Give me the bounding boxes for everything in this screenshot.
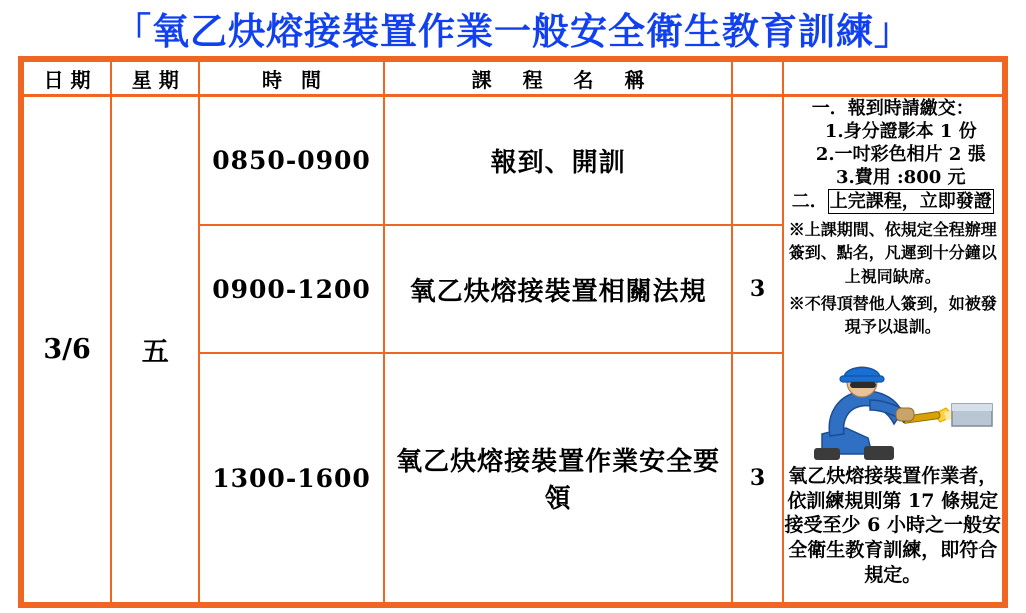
- page-title: [0, 2, 1026, 54]
- cell-hours: 3: [732, 225, 782, 353]
- header-weekday: 星 期: [111, 61, 199, 96]
- notes-cell: [783, 96, 1003, 604]
- note-paragraph-1: ※上課期間、依規定全程辦理簽到、點名，凡遲到十分鐘以上視同缺席。: [788, 220, 997, 286]
- cell-course: 報到、開訓: [384, 96, 733, 226]
- schedule-table: [22, 60, 1004, 604]
- note-bottom-text: 氧乙炔熔接裝置作業者，依訓練規則第 17 條規定接受至少 6 小時之一般安全衛生教育訓練，即符合規定。: [784, 465, 1001, 586]
- legs: [814, 428, 894, 460]
- header-notes: [783, 61, 1003, 96]
- cell-course: 氧乙炔熔接裝置相關法規: [384, 225, 733, 353]
- cell-time: 0900-1200: [199, 225, 383, 353]
- header-date: 日 期: [23, 61, 111, 96]
- note-item-2: 2.一吋彩色相片 2 張: [815, 144, 986, 166]
- page-title-text: 「氧乙炔熔接裝置作業一般安全衛生教育訓練」: [114, 9, 912, 53]
- cell-hours: [732, 96, 782, 226]
- workpiece: [952, 404, 992, 426]
- welder-clipart: [784, 342, 1002, 464]
- header-hours: [732, 61, 782, 96]
- note-line-1: 一．報到時請繳交：: [811, 98, 974, 119]
- note-item-1: 1.身分證影本 1 份: [824, 121, 977, 143]
- cell-date: 3/6: [23, 96, 111, 604]
- cell-hours: 3: [732, 353, 782, 603]
- cell-weekday: 五: [111, 96, 199, 604]
- cell-course: 氧乙炔熔接裝置作業安全要領: [384, 353, 733, 603]
- schedule-table-container: [18, 56, 1008, 608]
- note-line-2-prefix: 二．: [791, 191, 828, 213]
- table-header-row: [23, 61, 1003, 96]
- welder-illustration-svg: [784, 342, 994, 464]
- table-row: [23, 96, 1003, 226]
- note-item-3: 3.費用 :800 元: [835, 167, 966, 189]
- header-time: 時 間: [199, 61, 383, 96]
- header-course: 課 程 名 稱: [384, 61, 733, 96]
- cell-time: 1300-1600: [199, 353, 383, 603]
- note-paragraph-2: ※不得頂替他人簽到，如被發現予以退訓。: [788, 293, 997, 336]
- cell-time: 0850-0900: [199, 96, 383, 226]
- note-line-2-boxed: 上完課程，立即發證: [828, 189, 994, 214]
- note-line-2: [784, 189, 1002, 214]
